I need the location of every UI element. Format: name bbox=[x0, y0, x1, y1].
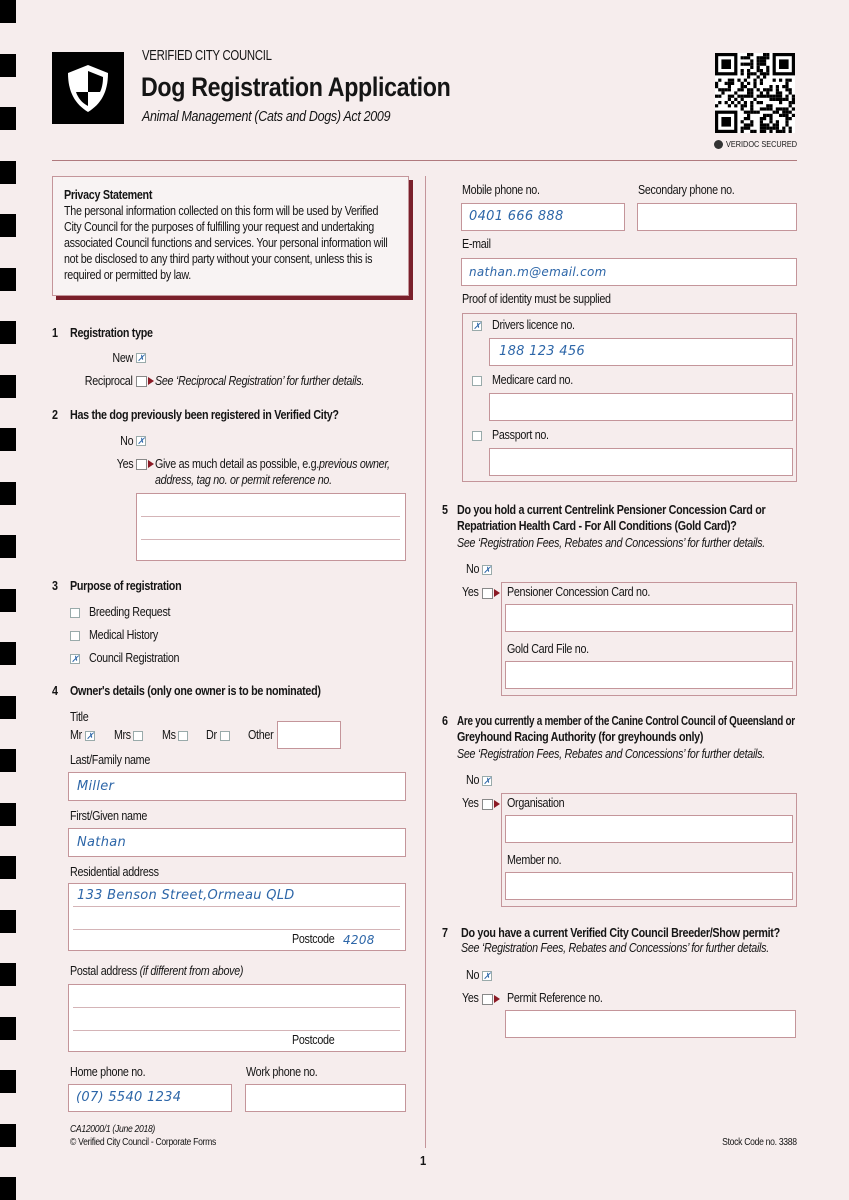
line bbox=[73, 1007, 400, 1008]
member-no-label: Member no. bbox=[507, 853, 562, 867]
badge-text: VERIDOC SECURED bbox=[726, 139, 798, 149]
q2-yes-checkbox[interactable] bbox=[136, 459, 154, 470]
medicare-label: Medicare card no. bbox=[492, 373, 573, 387]
arrow-right-icon bbox=[148, 377, 154, 385]
q4-title: Owner's details (only one owner is to be nominated) bbox=[70, 684, 321, 698]
privacy-line: not be disclosed to any third party without your consent, unless this is bbox=[64, 252, 373, 266]
home-phone-label: Home phone no. bbox=[70, 1065, 146, 1079]
email-label: E-mail bbox=[462, 237, 491, 251]
organisation-input[interactable] bbox=[505, 815, 793, 843]
check-shield-icon bbox=[714, 140, 723, 149]
medicare-input[interactable] bbox=[489, 393, 793, 421]
q2-no-checkbox[interactable]: ✗ bbox=[137, 436, 145, 446]
q6-title-1: Are you currently a member of the Canine Control Council of Queensland or bbox=[457, 714, 795, 728]
q5-yes-label: Yes bbox=[462, 585, 479, 599]
arrow-right-icon bbox=[148, 460, 154, 468]
privacy-line: associated Council functions and services. Your personal information will bbox=[64, 236, 388, 250]
q2-note: Give as much detail as possible, e.g.previous owner, bbox=[155, 457, 390, 471]
q7-yes-label: Yes bbox=[462, 991, 479, 1005]
binding-hole bbox=[0, 589, 16, 612]
drivers-label: Drivers licence no. bbox=[492, 318, 575, 332]
arrow-right-icon bbox=[494, 800, 500, 808]
passport-input[interactable] bbox=[489, 448, 793, 476]
q6-no-checkbox[interactable]: ✗ bbox=[483, 776, 491, 786]
q6-title-2: Greyhound Racing Authority (for greyhounds only) bbox=[457, 730, 704, 744]
ms-label: Ms bbox=[162, 728, 176, 742]
line bbox=[141, 539, 400, 540]
medical-label: Medical History bbox=[89, 628, 158, 642]
header-rule bbox=[52, 160, 797, 161]
q7-no-checkbox[interactable]: ✗ bbox=[483, 971, 491, 981]
privacy-text bbox=[64, 203, 397, 283]
pension-card-label: Pensioner Concession Card no. bbox=[507, 585, 651, 599]
form-code: CA12000/1 (June 2018) bbox=[70, 1124, 156, 1135]
q7-note: See ‘Registration Fees, Rebates and Concessions’ for further details. bbox=[461, 941, 769, 955]
permit-input[interactable] bbox=[505, 1010, 796, 1038]
council-logo bbox=[52, 52, 124, 124]
mr-label: Mr bbox=[70, 728, 82, 742]
passport-label: Passport no. bbox=[492, 428, 549, 442]
binding-hole bbox=[0, 696, 16, 719]
medical-checkbox[interactable] bbox=[70, 631, 80, 641]
yes-label: Yes bbox=[116, 457, 133, 471]
binding-hole bbox=[0, 749, 16, 772]
medicare-checkbox[interactable] bbox=[472, 376, 482, 386]
q3-title: Purpose of registration bbox=[70, 579, 182, 593]
council-label: Council Registration bbox=[89, 651, 180, 665]
first-name-value: Nathan bbox=[77, 835, 127, 850]
other-label: Other bbox=[248, 728, 274, 742]
qr-code-icon bbox=[715, 53, 795, 133]
q2-details-input[interactable] bbox=[136, 493, 406, 561]
arrow-right-icon bbox=[494, 995, 500, 1003]
page-title: Dog Registration Application bbox=[141, 72, 451, 102]
dr-checkbox[interactable] bbox=[220, 731, 230, 741]
copyright: © Verified City Council - Corporate Forms bbox=[70, 1137, 216, 1148]
q5-number: 5 bbox=[442, 503, 448, 517]
stock-code: Stock Code no. 3388 bbox=[722, 1137, 797, 1148]
q5-title-2: Repatriation Health Card - For All Conditions (Gold Card)? bbox=[457, 519, 737, 533]
proof-label: Proof of identity must be supplied bbox=[462, 292, 611, 306]
q5-title-1: Do you hold a current Centrelink Pensioner Concession Card or bbox=[457, 503, 766, 517]
privacy-statement bbox=[52, 176, 409, 296]
reciprocal-checkbox[interactable] bbox=[136, 376, 154, 387]
page-number: 1 bbox=[420, 1153, 426, 1168]
q2-note-2: address, tag no. or permit reference no. bbox=[155, 473, 332, 487]
binding-hole bbox=[0, 161, 16, 184]
q5-yes-checkbox[interactable] bbox=[482, 588, 500, 599]
binding-hole bbox=[0, 1070, 16, 1093]
other-title-input[interactable] bbox=[277, 721, 341, 749]
binding-hole bbox=[0, 1177, 16, 1200]
postcode-label: Postcode bbox=[292, 932, 335, 946]
reciprocal-note: See ‘Reciprocal Registration’ for further details. bbox=[155, 374, 365, 388]
mobile-value: 0401 666 888 bbox=[469, 209, 564, 224]
last-name-input[interactable] bbox=[68, 772, 406, 801]
q2-title: Has the dog previously been registered in Verified City? bbox=[70, 408, 339, 422]
binding-hole bbox=[0, 803, 16, 826]
privacy-line: The personal information collected on this form will be used by Verified bbox=[64, 204, 379, 218]
member-no-input[interactable] bbox=[505, 872, 793, 900]
email-value: nathan.m@email.com bbox=[469, 265, 607, 279]
binding-hole bbox=[0, 428, 16, 451]
privacy-line: required or permitted by law. bbox=[64, 268, 191, 282]
binding-hole bbox=[0, 910, 16, 933]
shield-icon bbox=[52, 52, 124, 124]
q3-number: 3 bbox=[52, 579, 58, 593]
title-label: Title bbox=[70, 710, 89, 724]
dr-label: Dr bbox=[206, 728, 217, 742]
q6-yes-checkbox[interactable] bbox=[482, 799, 500, 810]
pension-card-input[interactable] bbox=[505, 604, 793, 632]
breeding-checkbox[interactable] bbox=[70, 608, 80, 618]
binding-hole bbox=[0, 107, 16, 130]
binding-hole bbox=[0, 1124, 16, 1147]
secondary-phone-input[interactable] bbox=[637, 203, 797, 231]
column-divider bbox=[425, 176, 426, 1148]
binding-hole bbox=[0, 375, 16, 398]
postcode-value: 4208 bbox=[343, 933, 375, 947]
q1-title: Registration type bbox=[70, 326, 153, 340]
council-name: VERIFIED CITY COUNCIL bbox=[142, 48, 272, 64]
binding-hole bbox=[0, 54, 16, 77]
line bbox=[73, 929, 400, 930]
binding-hole bbox=[0, 0, 16, 23]
q5-no-label: No bbox=[466, 562, 480, 576]
line bbox=[73, 906, 400, 907]
privacy-line: City Council for the purposes of fulfilling your request and undertaking bbox=[64, 220, 374, 234]
q6-note: See ‘Registration Fees, Rebates and Concessions’ for further details. bbox=[457, 747, 765, 761]
binding-hole bbox=[0, 321, 16, 344]
line bbox=[73, 1030, 400, 1031]
residential-address-value: 133 Benson Street,Ormeau QLD bbox=[77, 888, 295, 903]
breeding-label: Breeding Request bbox=[89, 605, 171, 619]
binding-hole bbox=[0, 963, 16, 986]
organisation-label: Organisation bbox=[507, 796, 565, 810]
q5-note: See ‘Registration Fees, Rebates and Concessions’ for further details. bbox=[457, 536, 765, 550]
q1-number: 1 bbox=[52, 326, 58, 340]
first-name-label: First/Given name bbox=[70, 809, 148, 823]
privacy-title: Privacy Statement bbox=[64, 188, 153, 202]
binding-hole bbox=[0, 1017, 16, 1040]
page-subtitle: Animal Management (Cats and Dogs) Act 2009 bbox=[142, 109, 391, 125]
council-checkbox[interactable]: ✗ bbox=[71, 654, 79, 664]
secondary-phone-label: Secondary phone no. bbox=[638, 183, 735, 197]
gold-card-input[interactable] bbox=[505, 661, 793, 689]
permit-label: Permit Reference no. bbox=[507, 991, 603, 1005]
work-phone-label: Work phone no. bbox=[246, 1065, 318, 1079]
reciprocal-label: Reciprocal bbox=[85, 374, 133, 388]
line bbox=[141, 516, 400, 517]
q4-number: 4 bbox=[52, 684, 58, 698]
q7-yes-checkbox[interactable] bbox=[482, 994, 500, 1005]
new-label: New bbox=[112, 351, 133, 365]
postal-address-input[interactable] bbox=[68, 984, 406, 1052]
drivers-checkbox[interactable]: ✗ bbox=[473, 321, 481, 331]
last-name-value: Miller bbox=[77, 779, 115, 794]
mrs-checkbox[interactable] bbox=[133, 731, 143, 741]
q6-yes-label: Yes bbox=[462, 796, 479, 810]
postal-postcode-label: Postcode bbox=[292, 1033, 335, 1047]
passport-checkbox[interactable] bbox=[472, 431, 482, 441]
binding-hole bbox=[0, 268, 16, 291]
q6-no-label: No bbox=[466, 773, 480, 787]
gold-card-label: Gold Card File no. bbox=[507, 642, 589, 656]
veridoc-badge bbox=[714, 139, 798, 151]
q7-title: Do you have a current Verified City Council Breeder/Show permit? bbox=[461, 926, 780, 940]
home-phone-value: (07) 5540 1234 bbox=[76, 1090, 182, 1105]
binding-hole bbox=[0, 535, 16, 558]
q7-no-label: No bbox=[466, 968, 480, 982]
arrow-right-icon bbox=[494, 589, 500, 597]
new-checkbox[interactable]: ✗ bbox=[137, 353, 145, 363]
mrs-label: Mrs bbox=[114, 728, 131, 742]
q5-no-checkbox[interactable]: ✗ bbox=[483, 565, 491, 575]
q7-number: 7 bbox=[442, 926, 448, 940]
mobile-label: Mobile phone no. bbox=[462, 183, 540, 197]
binding-hole bbox=[0, 482, 16, 505]
work-phone-input[interactable] bbox=[245, 1084, 406, 1112]
ms-checkbox[interactable] bbox=[178, 731, 188, 741]
drivers-value: 188 123 456 bbox=[499, 344, 586, 359]
binding-hole bbox=[0, 214, 16, 237]
q6-number: 6 bbox=[442, 714, 448, 728]
residential-address-label: Residential address bbox=[70, 865, 159, 879]
binding-hole bbox=[0, 642, 16, 665]
postal-address-label: Postal address (if different from above) bbox=[70, 964, 244, 978]
last-name-label: Last/Family name bbox=[70, 753, 151, 767]
binding-hole bbox=[0, 856, 16, 879]
mr-checkbox[interactable]: ✗ bbox=[86, 731, 94, 741]
no-label: No bbox=[119, 434, 133, 448]
q2-number: 2 bbox=[52, 408, 58, 422]
